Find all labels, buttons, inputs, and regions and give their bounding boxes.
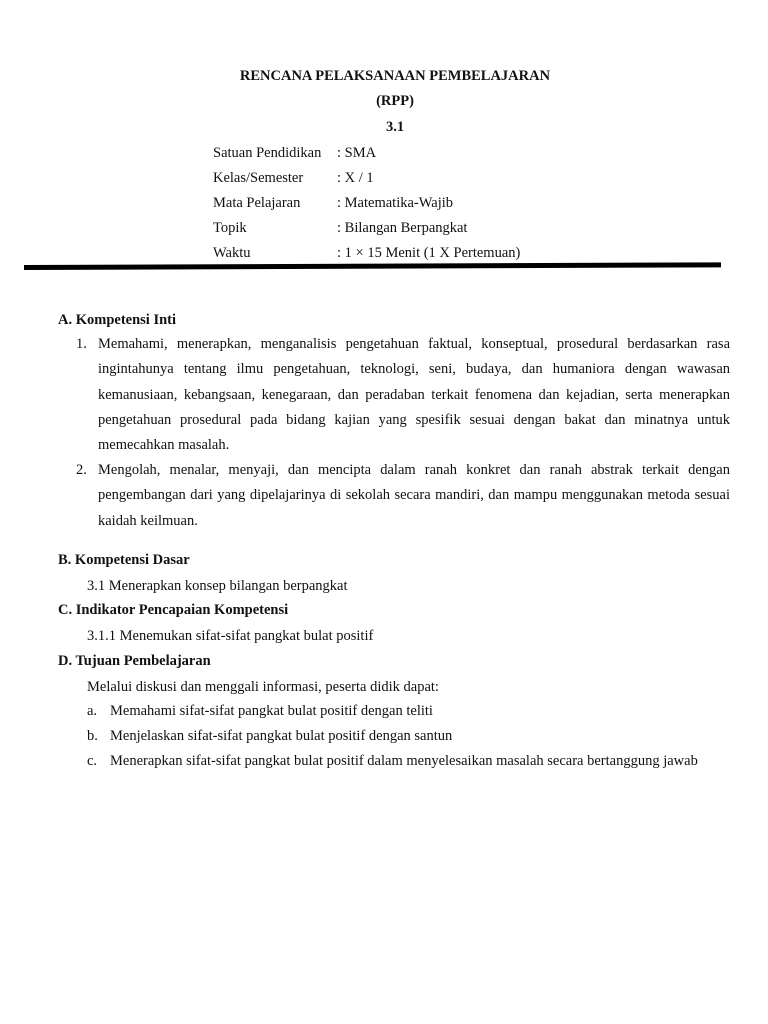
section-heading-d: D. Tujuan Pembelajaran xyxy=(58,653,211,669)
list-item-text: Menerapkan sifat-sifat pangkat bulat positif dalam menyelesaikan masalah secara bertanggung jawab xyxy=(110,753,698,769)
list-item-text: Menjelaskan sifat-sifat pangkat bulat positif dengan santun xyxy=(110,728,453,744)
section-b-text: 3.1 Menerapkan konsep bilangan berpangkat xyxy=(87,578,348,594)
identity-value: : Bilangan Berpangkat xyxy=(337,220,468,236)
list-item-label: a. xyxy=(87,703,98,719)
list-item-text: Memahami sifat-sifat pangkat bulat positif dengan teliti xyxy=(110,703,433,719)
document-number: 3.1 xyxy=(385,119,405,135)
list-item-text: Mengolah, menalar, menyaji, dan mencipta dalam ranah konkret dan ranah abstrak terkait dengan pengembangan dari yang dipelajarinya di sekolah secara mandiri, dan mampu menggunakan metoda sesuai kaidah keilmuan. xyxy=(98,462,730,529)
identity-label: Waktu xyxy=(213,245,251,261)
list-item-label: b. xyxy=(87,728,98,744)
section-heading-a: A. Kompetensi Inti xyxy=(58,312,177,328)
identity-label: Topik xyxy=(213,220,247,236)
section-c-text: 3.1.1 Menemukan sifat-sifat pangkat bulat positif xyxy=(87,628,374,644)
identity-label: Satuan Pendidikan xyxy=(213,145,322,161)
list-item-label: c. xyxy=(87,753,98,769)
list-item-number: 2. xyxy=(76,462,87,478)
list-item-text: Memahami, menerapkan, menganalisis pengetahuan faktual, konseptual, prosedural berdasarkan rasa ingintahunya tentang ilmu pengetahuan, teknologi, seni, budaya, dan humaniora dengan wawasan kemanusiaan, kebangsaan, kenegaraan, dan peradaban terkait fenomena dan kejadian, serta menerapkan pengetahuan prosedural pada bidang kajian yang spesifik sesuai dengan bakat dan minatnya untuk memecahkan masalah. xyxy=(98,336,730,454)
list-item-number: 1. xyxy=(76,336,87,352)
identity-value: : 1 × 15 Menit (1 X Pertemuan) xyxy=(337,245,521,261)
document-title: RENCANA PELAKSANAAN PEMBELAJARAN xyxy=(239,68,551,84)
identity-label: Kelas/Semester xyxy=(213,170,304,186)
identity-value: : SMA xyxy=(337,145,377,161)
header-divider xyxy=(24,262,721,270)
section-d-intro: Melalui diskusi dan menggali informasi, peserta didik dapat: xyxy=(87,679,439,695)
identity-value: : Matematika-Wajib xyxy=(337,195,453,211)
section-heading-c: C. Indikator Pencapaian Kompetensi xyxy=(58,602,289,618)
document-subtitle: (RPP) xyxy=(376,93,414,109)
identity-value: : X / 1 xyxy=(337,170,374,186)
section-heading-b: B. Kompetensi Dasar xyxy=(58,552,190,568)
identity-label: Mata Pelajaran xyxy=(213,195,301,211)
